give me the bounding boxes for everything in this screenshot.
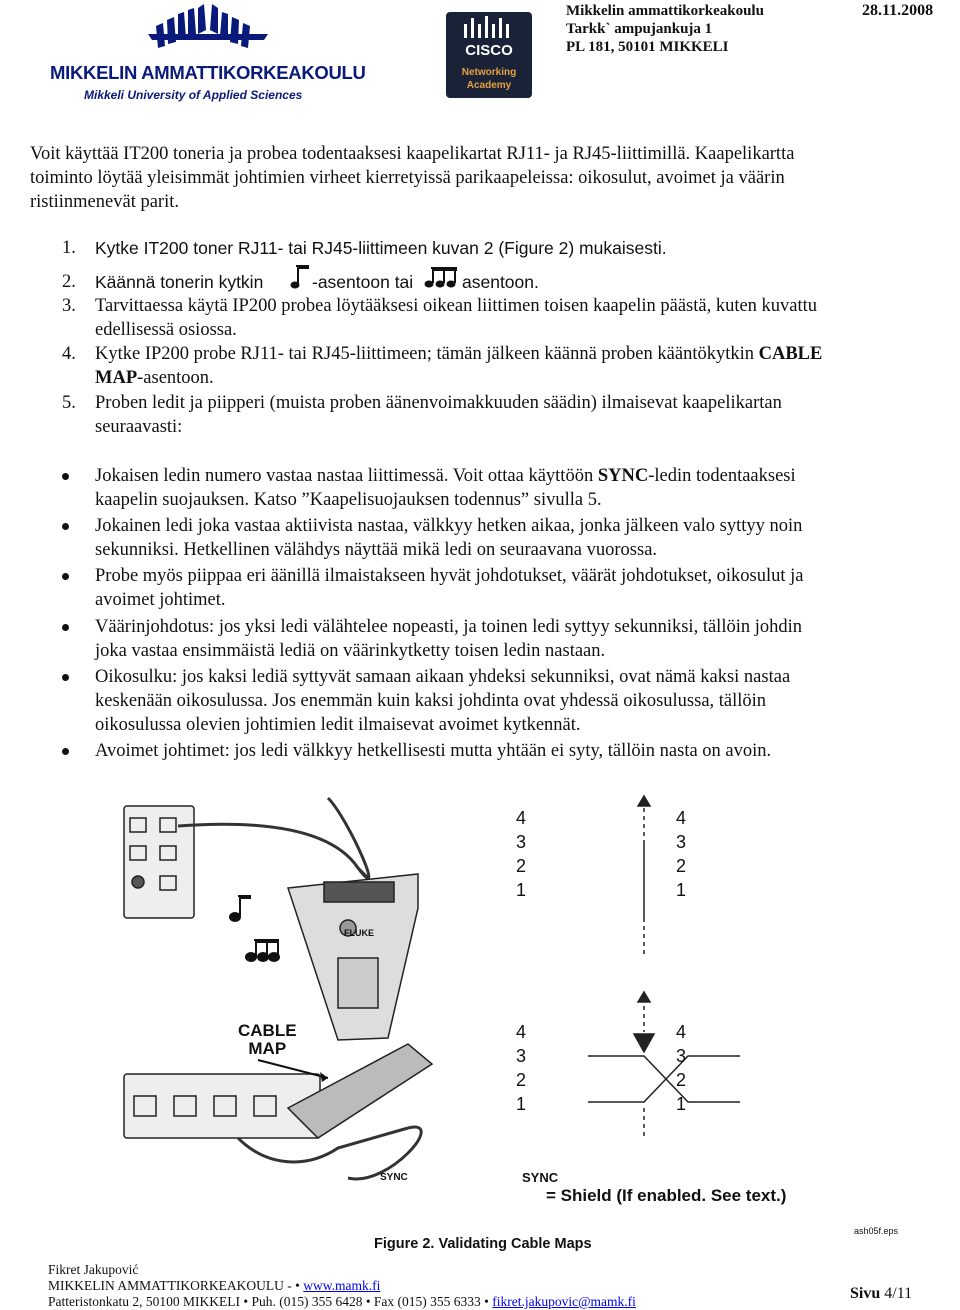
footer-line (48, 1278, 636, 1294)
bullet-text: Oikosulku: jos kaksi lediä syttyvät samaan aikaan yhdeksi sekunniksi, ovat nämä kaksi nastaa (95, 667, 791, 687)
led-number: 2 (676, 856, 687, 876)
bullet-dot (62, 624, 69, 631)
led-panel-bottom (588, 992, 740, 1138)
bullet-dot (62, 473, 69, 480)
bullet-text: Väärinjohdotus: jos yksi ledi välähtelee nopeasti, ja toinen ledi syttyy sekunniksi, tällöin johdin (95, 617, 803, 637)
bullet-text (95, 464, 796, 488)
step-bold: MAP (95, 368, 138, 388)
footer (48, 1262, 636, 1310)
step-text (95, 366, 214, 390)
bullet-dot (62, 573, 69, 580)
bullet-text: kaapelin suojauksen. Katso ”Kaapelisuojauksen todennus” sivulla 5. (95, 490, 602, 510)
bullet-dot (62, 748, 69, 755)
bullet-text: Probe myös piippaa eri äänillä ilmaistakseen hyvät johdotukset, väärät johdotukset, oikosulut ja (95, 566, 804, 586)
led-number: 1 (516, 1094, 527, 1114)
step-bold: CABLE (758, 344, 823, 364)
led-number: 2 (516, 856, 527, 876)
cisco-logo (446, 12, 532, 98)
step-number: 3. (62, 296, 76, 316)
single-note-icon (290, 264, 312, 290)
led-number: 2 (516, 1070, 527, 1090)
step-number: 4. (62, 344, 76, 364)
step-text: -asentoon tai (312, 272, 414, 292)
figure-caption: Figure 2. Validating Cable Maps (374, 1236, 592, 1252)
step-text-part: Kytke IP200 probe RJ11- tai RJ45-liittimeen; tämän jälkeen käännä proben kääntökytkin (95, 344, 759, 364)
bullet-text: joka vastaa ensimmäistä lediä on väärinkytketty toisen ledin nastaan. (95, 641, 606, 661)
step-text: Proben ledit ja piipperi (muista proben äänenvoimakkuuden säädin) ilmaisevat kaapelikartan (95, 393, 782, 413)
step-text (95, 342, 822, 366)
bullet-dot (62, 674, 69, 681)
page-label: Sivu (850, 1285, 881, 1302)
bullet-part: Jokaisen ledin numero vastaa nastaa liittimessä. Voit ottaa käyttöön (95, 466, 598, 486)
bullet-part: -ledin todentaaksesi (648, 466, 796, 486)
bullet-text: oikosulussa olevien johtimien ledit ilmaisevat avoimet kytkennät. (95, 715, 581, 735)
email-link[interactable]: fikret.jakupovic@mamk.fi (492, 1294, 636, 1309)
file-ref: ash05f.eps (854, 1226, 899, 1236)
tone-notes (230, 896, 279, 961)
header-date: 28.11.2008 (862, 2, 934, 19)
step-number: 5. (62, 393, 76, 413)
step-text: Kytke IT200 toner RJ11- tai RJ45-liittimeen kuvan 2 (Figure 2) mukaisesti. (95, 238, 667, 258)
bullet-text: avoimet johtimet. (95, 590, 226, 610)
led-number: 2 (676, 1070, 687, 1090)
figure-illustration (88, 778, 920, 1258)
cable-map-label (238, 1022, 297, 1058)
page-number (850, 1285, 912, 1303)
led-number: 1 (676, 880, 687, 900)
intro-line: ristiinmenevät parit. (30, 192, 179, 212)
footer-author: Fikret Jakupović (48, 1262, 139, 1277)
logo-mamk (48, 0, 366, 110)
tone-generator (288, 874, 418, 1040)
step-text-part: -asentoon. (137, 368, 214, 388)
bullet-text: Jokainen ledi joka vastaa aktiivista nastaa, välkkyy hetken aikaa, jonka jälkeen valo syttyy noin (95, 516, 803, 536)
bullet-text: keskenään oikosulussa. Jos enemmän kuin kaksi johdinta ovat yhdessä oikosulussa, tällöin (95, 691, 767, 711)
bullet-dot (62, 523, 69, 530)
header-street: Tarkk` ampujankuja 1 (566, 21, 713, 37)
step-number: 2. (62, 272, 76, 292)
steps-list (62, 236, 942, 436)
figure-cable-maps (88, 778, 920, 1258)
led-number: 3 (516, 832, 527, 852)
led-number: 4 (516, 1022, 527, 1042)
header-org: Mikkelin ammattikorkeakoulu (566, 3, 764, 19)
wall-plate-top (124, 806, 194, 918)
logo-name: MIKKELIN AMMATTIKORKEAKOULU (50, 62, 366, 83)
footer-address: Patteristonkatu 2, 50100 MIKKELI • Puh. (015) 355 6428 • Fax (015) 355 6333 • (48, 1294, 493, 1309)
brand-label: FLUKE (344, 928, 374, 938)
led-number: 4 (516, 808, 527, 828)
sync-label: SYNC (522, 1170, 559, 1185)
step-text: Tarvittaessa käytä IP200 probea löytääksesi oikean liittimen toisen kaapelin päästä, kuten kuvattu (95, 296, 818, 316)
double-note-icon (424, 264, 458, 290)
led-number: 3 (676, 1046, 687, 1066)
bullet-text: sekunniksi. Hetkellinen välähdys näyttää mikä ledi on seuraavana vuorossa. (95, 540, 658, 560)
cable-map-line: CABLE (238, 1021, 297, 1040)
cable-map-line: MAP (248, 1039, 287, 1058)
page-value: 4/11 (884, 1285, 913, 1302)
step-text: edellisessä osiossa. (95, 320, 237, 340)
probe-sync-label: SYNC (380, 1172, 408, 1183)
led-number: 3 (516, 1046, 527, 1066)
intro-line: Voit käyttää IT200 toneria ja probea todentaaksesi kaapelikartat RJ11- ja RJ45-liittimillä. Kaapelikartta (30, 144, 795, 164)
shield-text: = Shield (If enabled. See text.) (546, 1186, 787, 1205)
cisco-word: CISCO (465, 42, 513, 59)
header-postal: PL 181, 50101 MIKKELI (566, 39, 729, 55)
intro-line: toiminto löytää yleisimmät johtimien virheet kierretyissä parikaapeleissa: oikosulut, avoimet ja väärin (30, 168, 785, 188)
logo-subtitle: Mikkeli University of Applied Sciences (84, 88, 303, 102)
intro-paragraph (30, 142, 940, 214)
bullet-bold: SYNC (597, 466, 649, 486)
footer-org: MIKKELIN AMMATTIKORKEAKOULU - • (48, 1278, 304, 1293)
led-number: 1 (516, 880, 527, 900)
led-number: 1 (676, 1094, 687, 1114)
header-address (566, 2, 764, 56)
step-number: 1. (62, 238, 76, 258)
step-text: Käännä tonerin kytkin (95, 272, 264, 292)
bullet-text: Avoimet johtimet: jos ledi välkkyy hetkellisesti mutta yhtään ei syty, tällöin nasta on avoin. (95, 741, 772, 761)
cisco-academy: Academy (466, 80, 512, 91)
step-text: asentoon. (462, 272, 539, 292)
website-link[interactable]: www.mamk.fi (303, 1278, 381, 1293)
led-number: 4 (676, 808, 687, 828)
cisco-networking: Networking (461, 67, 517, 78)
led-panel-top (638, 796, 650, 954)
led-number: 4 (676, 1022, 687, 1042)
step-text: seuraavasti: (95, 417, 183, 437)
bullet-list (0, 464, 960, 774)
led-number: 3 (676, 832, 687, 852)
